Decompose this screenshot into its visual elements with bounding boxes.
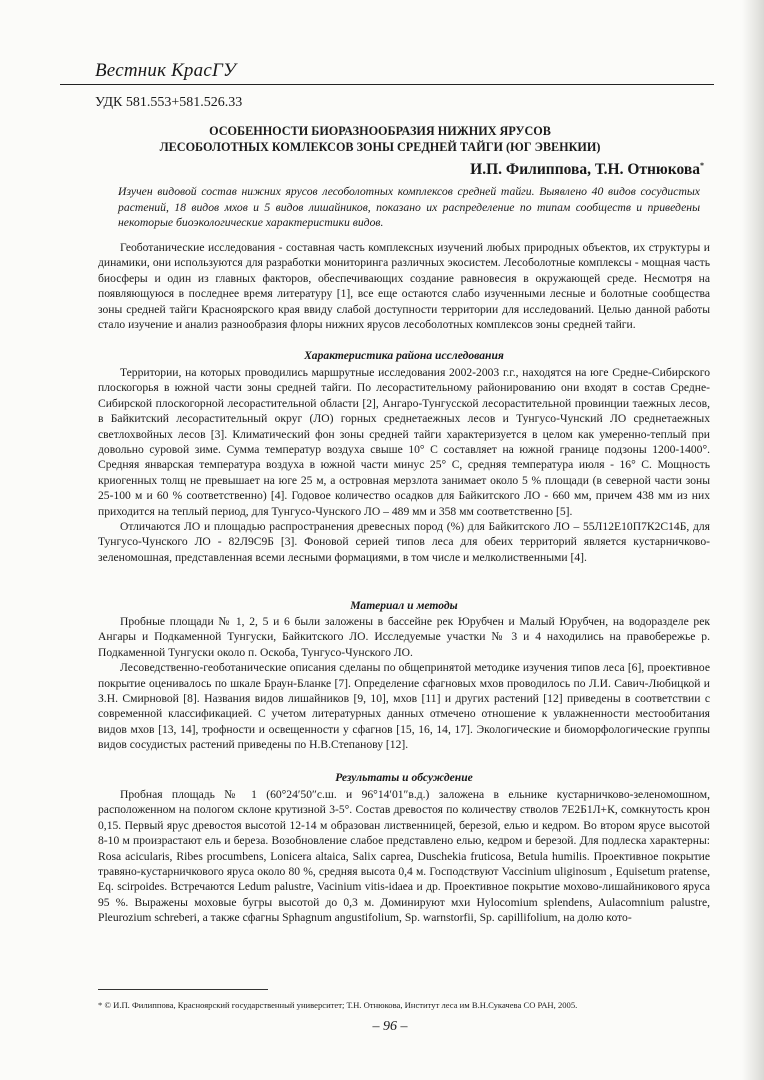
page-number: – 96 – (372, 1019, 408, 1034)
section-body (98, 614, 710, 753)
section-body (98, 365, 710, 565)
paragraph: Пробная площадь № 1 (60°24′50″с.ш. и 96°14′01″в.д.) заложена в ельнике кустарничково-зеленомошном, расположенном на пологом склоне крутизной 3-5°. Состав древостоя по количеству стволов 7Е2Б1Л+К, сомкнутость крон 0,15. Первый ярус древостоя высотой 12-14 м образован лиственницей, березой, елью и кедром. Во втором ярусе высотой 8-10 м произрастают ель и береза. Возобновление слабое представлено елью, кедром и березой. Для подлеска характерны: Rosa acicularis, Ribes procumbens, Lonicera altaica, Salix caprea, Duschekia fruticosa, Betula humilis. Проективное покрытие травяно-кустарничкового яруса около 80 %, средняя высота 0,4 м. Господствуют Vaccinium uliginosum , Equisetum pratense, Eq. scirpoides. Встречаются Ledum palustre, Vacinium vitis-idaea и др. Проективное покрытие мохово-лишайникового яруса 95 %. Выражены моховые бугры высотой до 0,3 м. Доминируют мхи Hylocomium splendens, Aulacomnium palustre, Pleurozium schreberi, а также сфагны Sphagnum angustifolium, Sp. warnstorfii, Sp. capillifolium, на долю кото- (98, 788, 710, 925)
article-title (100, 123, 660, 155)
section-heading: Характеристика района исследования (304, 349, 504, 362)
paragraph: Отличаются ЛО и площадью распространения древесных пород (%) для Байкитского ЛО – 55Л12Е10П7К2С14Б, для Тунгусо-Чунского ЛО - 82Л9С9Б [3]. Фоновой серией типов леса для обеих территорий является кустарничково-зеленомошная, представленная всеми лесными формациями, в том числе и мелколиственными [4]. (98, 520, 710, 564)
author-names: И.П. Филиппова, Т.Н. Отнюкова (470, 161, 700, 179)
title-line: ОСОБЕННОСТИ БИОРАЗНООБРАЗИЯ НИЖНИХ ЯРУСОВ (209, 124, 551, 138)
footnote: * © И.П. Филиппова, Красноярский государственный университет; Т.Н. Отнюкова, Институт леса им В.Н.Сукачева СО РАН, 2005. (98, 1000, 578, 1010)
paragraph: Геоботанические исследования - составная часть комплексных изучений любых природных объектов, их структуры и динамики, они используются для разработки мониторинга различных экосистем. Лесоболотные комплексы - мощная часть биосферы и один из главных факторов, обеспечивающих создание равновесия в окружающей среде. Несмотря на появляющуюся в последнее время литературу [1], все еще остаются слабо изученными лесные и болотные сообщества зоны средней тайги Красноярского края ввиду слабой доступности территории для исследований. Целью данной работы стало изучение и анализ разнообразия флоры нижних ярусов лесоболотных комплексов зоны средней тайги. (98, 241, 710, 332)
journal-name: Вестник КрасГУ (95, 60, 236, 81)
introduction (98, 240, 710, 332)
paragraph: Пробные площади № 1, 2, 5 и 6 были заложены в бассейне рек Юрубчен и Малый Юрубчен, на водоразделе рек Ангары и Подкаменной Тунгуски, Байкитского ЛО. Исследуемые участки № 3 и 4 находились на правобережье р. Подкаменной Тунгуски около п. Оскоба, Тунгусо-Чунского ЛО. (98, 615, 710, 659)
udk-code: УДК 581.553+581.526.33 (95, 95, 243, 110)
paragraph: Территории, на которых проводились маршрутные исследования 2002-2003 г.г., находятся на юге Средне-Сибирского плоскогорья в южной части зоны средней тайги. По лесорастительному районированию они входят в состав Средне-Сибирской плоскогорной лесорастительной области [2], Ангаро-Тунгусской лесорастительной провинции таежных лесов, в Байкитский лесорастительный округ (ЛО) горных среднетаежных лесов и Тунгусо-Чунский ЛО среднетаежных светлохвойных лесов [3]. Климатический фон зоны средней тайги характеризуется в целом как умеренно-теплый при довольно суровой зиме. Сумма температур воздуха свыше 10° С составляет на южной границе подзоны 1200-1400°. Средняя январская температура воздуха в южной части минус 25° С, средняя температура июля - 16° С. Мощность криогенных толщ не превышает на юге 25 м, а островная мерзлота занимает около 5 % площади (в северной части зоны 25-100 м и 60 % соответственно) [4]. Годовое количество осадков для Байкитского ЛО - 660 мм, причем 438 мм из них приходится на теплый период, для Тунгусо-Чунского ЛО – 489 мм и 358 мм соответственно [5]. (98, 366, 710, 518)
footnote-rule (98, 989, 268, 990)
scan-edge-shadow (742, 0, 764, 1080)
section-heading: Результаты и обсуждение (335, 771, 473, 784)
paragraph: Лесоведственно-геоботанические описания сделаны по общепринятой методике изучения типов леса [6], проективное покрытие оценивалось по шкале Браун-Бланке [7]. Определение сфагновых мхов проводилось по Л.И. Савич-Любицкой и З.Н. Смирновой [8]. Названия видов лишайников [9, 10], мхов [11] и других растений [12] приведены в соответствии с современной классификацией. С учетом литературных данных отмечено отношение к увлажненности местообитания видов мхов [13, 14], трофности и освещенности у сфагнов [15, 16, 14, 17]. Экологические и биоморфологические группы видов сосудистых растений приведены по Н.В.Степанову [12]. (98, 661, 710, 752)
authors (470, 161, 704, 179)
author-footnote-mark: * (700, 161, 704, 170)
section-body (98, 787, 710, 926)
title-line: ЛЕСОБОЛОТНЫХ КОМЛЕКСОВ ЗОНЫ СРЕДНЕЙ ТАЙГИ (ЮГ ЭВЕНКИИ) (159, 140, 601, 154)
section-heading: Материал и методы (350, 599, 458, 612)
header-rule (60, 84, 714, 85)
abstract: Изучен видовой состав нижних ярусов лесоболотных комплексов средней тайги. Выявлено 40 видов сосудистых растений, 18 видов мхов и 5 видов лишайников, показано их распределение по типам сообществ и приведены некоторые биоэкологические характеристики видов. (118, 185, 700, 230)
